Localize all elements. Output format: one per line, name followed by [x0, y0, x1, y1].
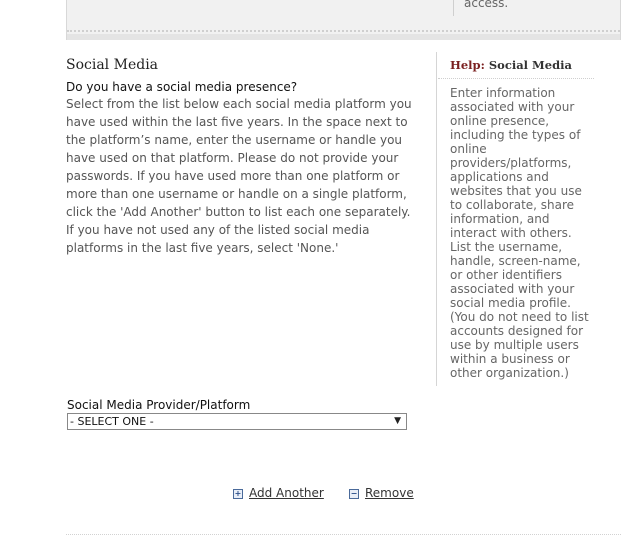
platform-field-label: Social Media Provider/Platform [67, 398, 251, 412]
panel-dotted-rule [67, 30, 620, 32]
remove-link[interactable] [349, 486, 414, 500]
section-bottom-rule [66, 534, 621, 535]
panel-footer-strip [67, 34, 620, 40]
add-another-link[interactable] [233, 486, 324, 500]
previous-help-divider [453, 0, 454, 16]
help-header [450, 58, 572, 72]
platform-select[interactable] [67, 413, 407, 430]
help-divider [438, 78, 594, 79]
previous-section-panel [66, 0, 621, 40]
section-title: Social Media [66, 57, 159, 73]
previous-help-text: access. [464, 0, 509, 10]
add-another-label: Add Another [249, 486, 324, 500]
section-instructions: Select from the list below each social media platform you have used within the last five years. In the space next to the platform’s name, enter the username or handle you have used on that platform. Please do not provide your passwords. If you have used more than one platform or more than one username or handle on a single platform, click the 'Add Another' button to list each one separately. If you have not used any of the listed social media platforms in the last five years, select 'None.' [66, 97, 412, 255]
help-label: Help: [450, 58, 485, 72]
dropdown-arrow-icon: ▼ [394, 416, 401, 426]
plus-icon: + [234, 489, 242, 498]
minus-icon: − [350, 489, 358, 498]
help-title: Social Media [488, 58, 572, 72]
social-media-question: Do you have a social media presence? [66, 80, 298, 94]
platform-select-value: - SELECT ONE - [70, 415, 154, 428]
remove-label: Remove [365, 486, 414, 500]
help-text: Enter information associated with your online presence, including the types of online providers/platforms, applications and websites that you use to collaborate, share information, and interact with others. List the username, handle, screen-name, or other identifiers associated with your social media profile. (You do not need to list accounts designed for use by multiple users within a business or other organization.) [450, 86, 589, 380]
help-panel [436, 52, 594, 386]
